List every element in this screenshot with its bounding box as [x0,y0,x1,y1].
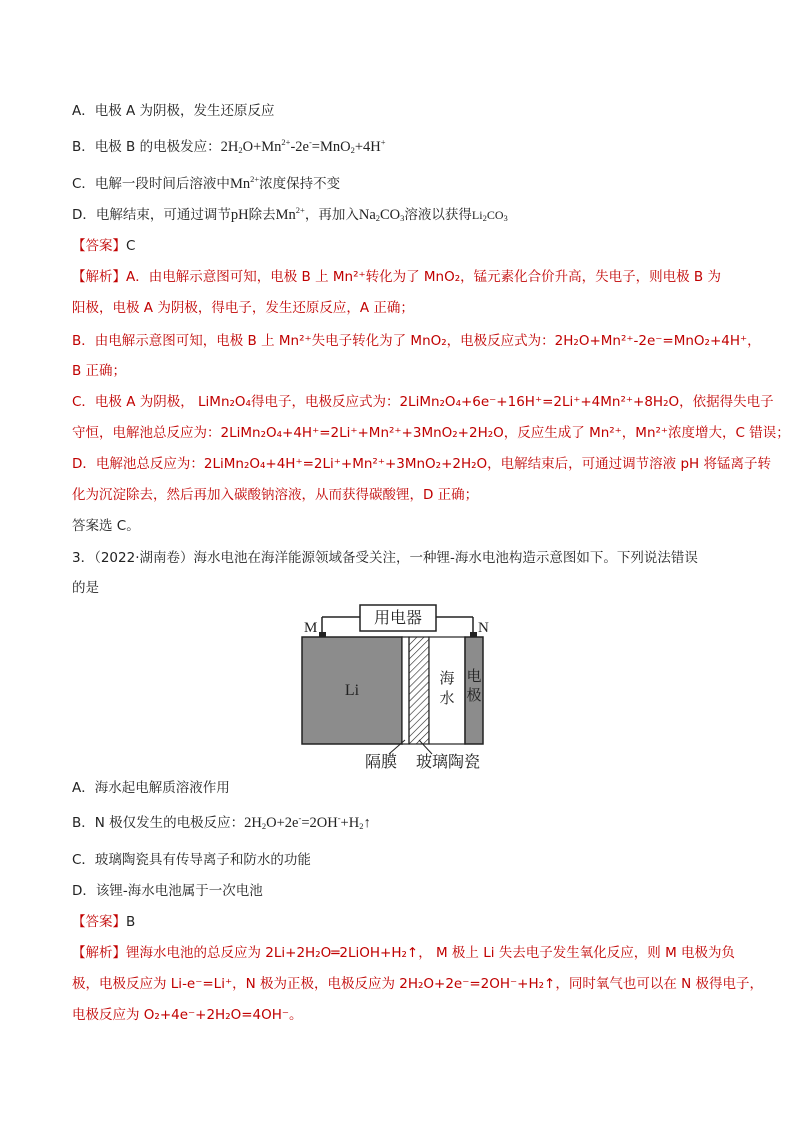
q2-analysis-line: 化为沉淀除去，然后再加入碳酸钠溶液，从而获得碳酸锂，D 正确； [72,487,479,503]
answer-value: C [126,238,136,254]
q2-option-c: C．电解一段时间后溶液中$Mn^{2+}$浓度保持不变 [72,174,341,192]
q2-option-b-equation: $2H_2O+Mn^{2+}-2e^-=MnO_2+4H^+$ [220,137,386,155]
q3-option-b: B．N 极仅发生的电极反应：$2H_2O+2e^-=2OH^-+H_2↑$ [72,813,371,831]
answer-label: 【答案】 [72,238,126,254]
load-label: 用电器 [373,610,423,627]
q3-answer [72,912,135,932]
q2-conclusion: 答案选 C。 [72,518,140,534]
q3-option-c: C．玻璃陶瓷具有传导离子和防水的功能 [72,852,311,868]
svg-text:海: 海 [439,671,455,687]
q3-stem-line: 3．（2022·湖南卷）海水电池在海洋能源领域备受关注，一种锂-海水电池构造示意图如下。下列说法错误 [72,550,698,566]
q3-analysis-line: 【解析】锂海水电池的总反应为 2Li+2H₂O═2LiOH+H₂↑， M 极上 Li 失去电子发生氧化反应，则 M 电极为负 [72,945,736,961]
q2-analysis-line: B 正确； [72,363,127,379]
q2-analysis-line: 【解析】A．由电解示意图可知，电极 B 上 Mn²⁺转化为了 MnO₂，锰元素化合价升高，失电子，则电极 B 为 [72,269,721,285]
q2-analysis-line: 阳极，电极 A 为阴极，得电子，发生还原反应，A 正确； [72,300,414,316]
q2-option-c-ion: $Mn^{2+}$ [229,174,260,192]
q2-analysis-line: B．由电解示意图可知，电极 B 上 Mn²⁺失电子转化为了 MnO₂，电极反应式为：2H₂O+Mn²⁺-2e⁻=MnO₂+4H⁺， [72,333,761,349]
m-label: M [304,620,318,636]
svg-text:水: 水 [439,691,455,707]
answer-label: 【答案】 [72,914,126,930]
q2-analysis-line: C．电极 A 为阴极， LiMn₂O₄得电子，电极反应式为：2LiMn₂O₄+6e⁻+16H⁺=2Li⁺+4Mn²⁺+8H₂O，依据得失电子 [72,394,774,410]
q3-analysis-line: 极，电极反应为 Li-e⁻=Li⁺，N 极为正极，电极反应为 2H₂O+2e⁻=2OH⁻+H₂↑，同时氧气也可以在 N 极得电子， [72,976,764,992]
li-label: Li [344,682,360,699]
svg-text:电: 电 [466,669,482,685]
q3-analysis-line: 电极反应为 O₂+4e⁻+2H₂O=4OH⁻。 [72,1007,303,1023]
q2-option-b-prefix: B．电极 B 的电极发应： [72,139,221,155]
q2-option-d: D．电解结束，可通过调节pH除去$Mn^{2+}$，再加入$Na_2CO_3$溶液以获得$Li_2CO_3$ [72,205,508,223]
separator [402,637,409,744]
svg-text:极: 极 [466,688,482,704]
answer-value: B [126,914,136,930]
glass-ceramic-label: 玻璃陶瓷 [415,754,481,771]
separator-label: 隔膜 [364,754,398,771]
q2-option-a: A．电极 A 为阴极，发生还原反应 [72,103,275,119]
glass-ceramic [409,637,429,744]
q3-stem-line: 的是 [72,580,99,596]
q3-option-b-equation: $2H_2O+2e^-=2OH^-+H_2↑$ [244,813,371,831]
n-label: N [478,620,489,636]
q2-analysis-line: 守恒，电解池总反应为：2LiMn₂O₄+4H⁺=2Li⁺+Mn²⁺+3MnO₂+2H₂O，反应生成了 Mn²⁺，Mn²⁺浓度增大，C 错误； [72,425,790,441]
q2-analysis-line: D．电解池总反应为：2LiMn₂O₄+4H⁺=2Li⁺+Mn²⁺+3MnO₂+2H₂O，电解结束后，可通过调节溶液 pH 将锰离子转 [72,456,771,472]
q3-option-d: D．该锂-海水电池属于一次电池 [72,883,263,899]
q3-option-a: A．海水起电解质溶液作用 [72,780,230,796]
